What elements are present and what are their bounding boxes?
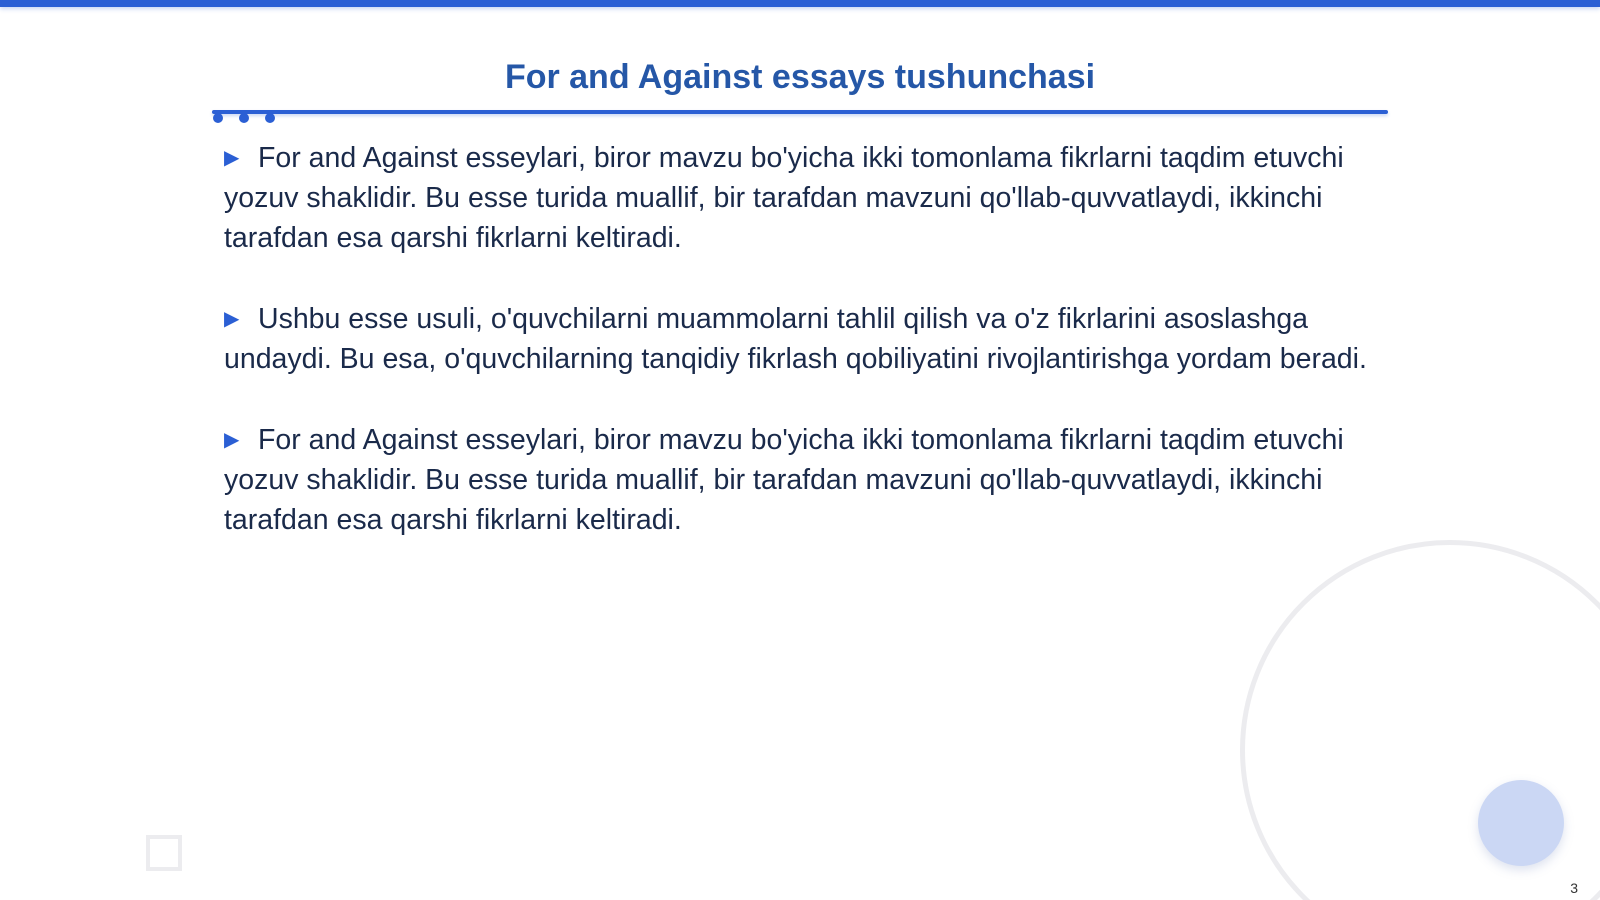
bullet-item (224, 420, 1374, 540)
bullet-item (224, 138, 1374, 258)
decorative-circle-filled (1478, 780, 1564, 866)
bullet-arrow-icon: ▶ (224, 308, 240, 330)
top-accent-bar (0, 0, 1600, 7)
underline-dot (265, 113, 275, 123)
title-underline (212, 110, 1388, 114)
bullet-text: Ushbu esse usuli, o'quvchilarni muammolarni tahlil qilish va o'z fikrlarini asoslashga undaydi. Bu esa, o'quvchilarning tanqidiy fikrlash qobiliyatini rivojlantirishga yordam beradi. (224, 303, 1367, 375)
bullet-text: For and Against esseylari, biror mavzu bo'yicha ikki tomonlama fikrlarni taqdim etuvchi yozuv shaklidir. Bu esse turida muallif, bir tarafdan mavzuni qo'llab-quvvatlaydi, ikkinchi tarafdan esa qarshi fikrlarni keltiradi. (224, 142, 1344, 254)
underline-dot (213, 113, 223, 123)
bullet-text: For and Against esseylari, biror mavzu bo'yicha ikki tomonlama fikrlarni taqdim etuvchi yozuv shaklidir. Bu esse turida muallif, bir tarafdan mavzuni qo'llab-quvvatlaydi, ikkinchi tarafdan esa qarshi fikrlarni keltiradi. (224, 424, 1344, 536)
page-number: 3 (1570, 880, 1578, 896)
slide-title: For and Against essays tushunchasi (504, 58, 1096, 96)
bullet-arrow-icon: ▶ (224, 147, 240, 169)
decorative-square (146, 835, 182, 871)
bullet-item (224, 299, 1374, 379)
underline-dot (239, 113, 249, 123)
bullet-arrow-icon: ▶ (224, 429, 240, 451)
bullet-list (224, 138, 1374, 581)
